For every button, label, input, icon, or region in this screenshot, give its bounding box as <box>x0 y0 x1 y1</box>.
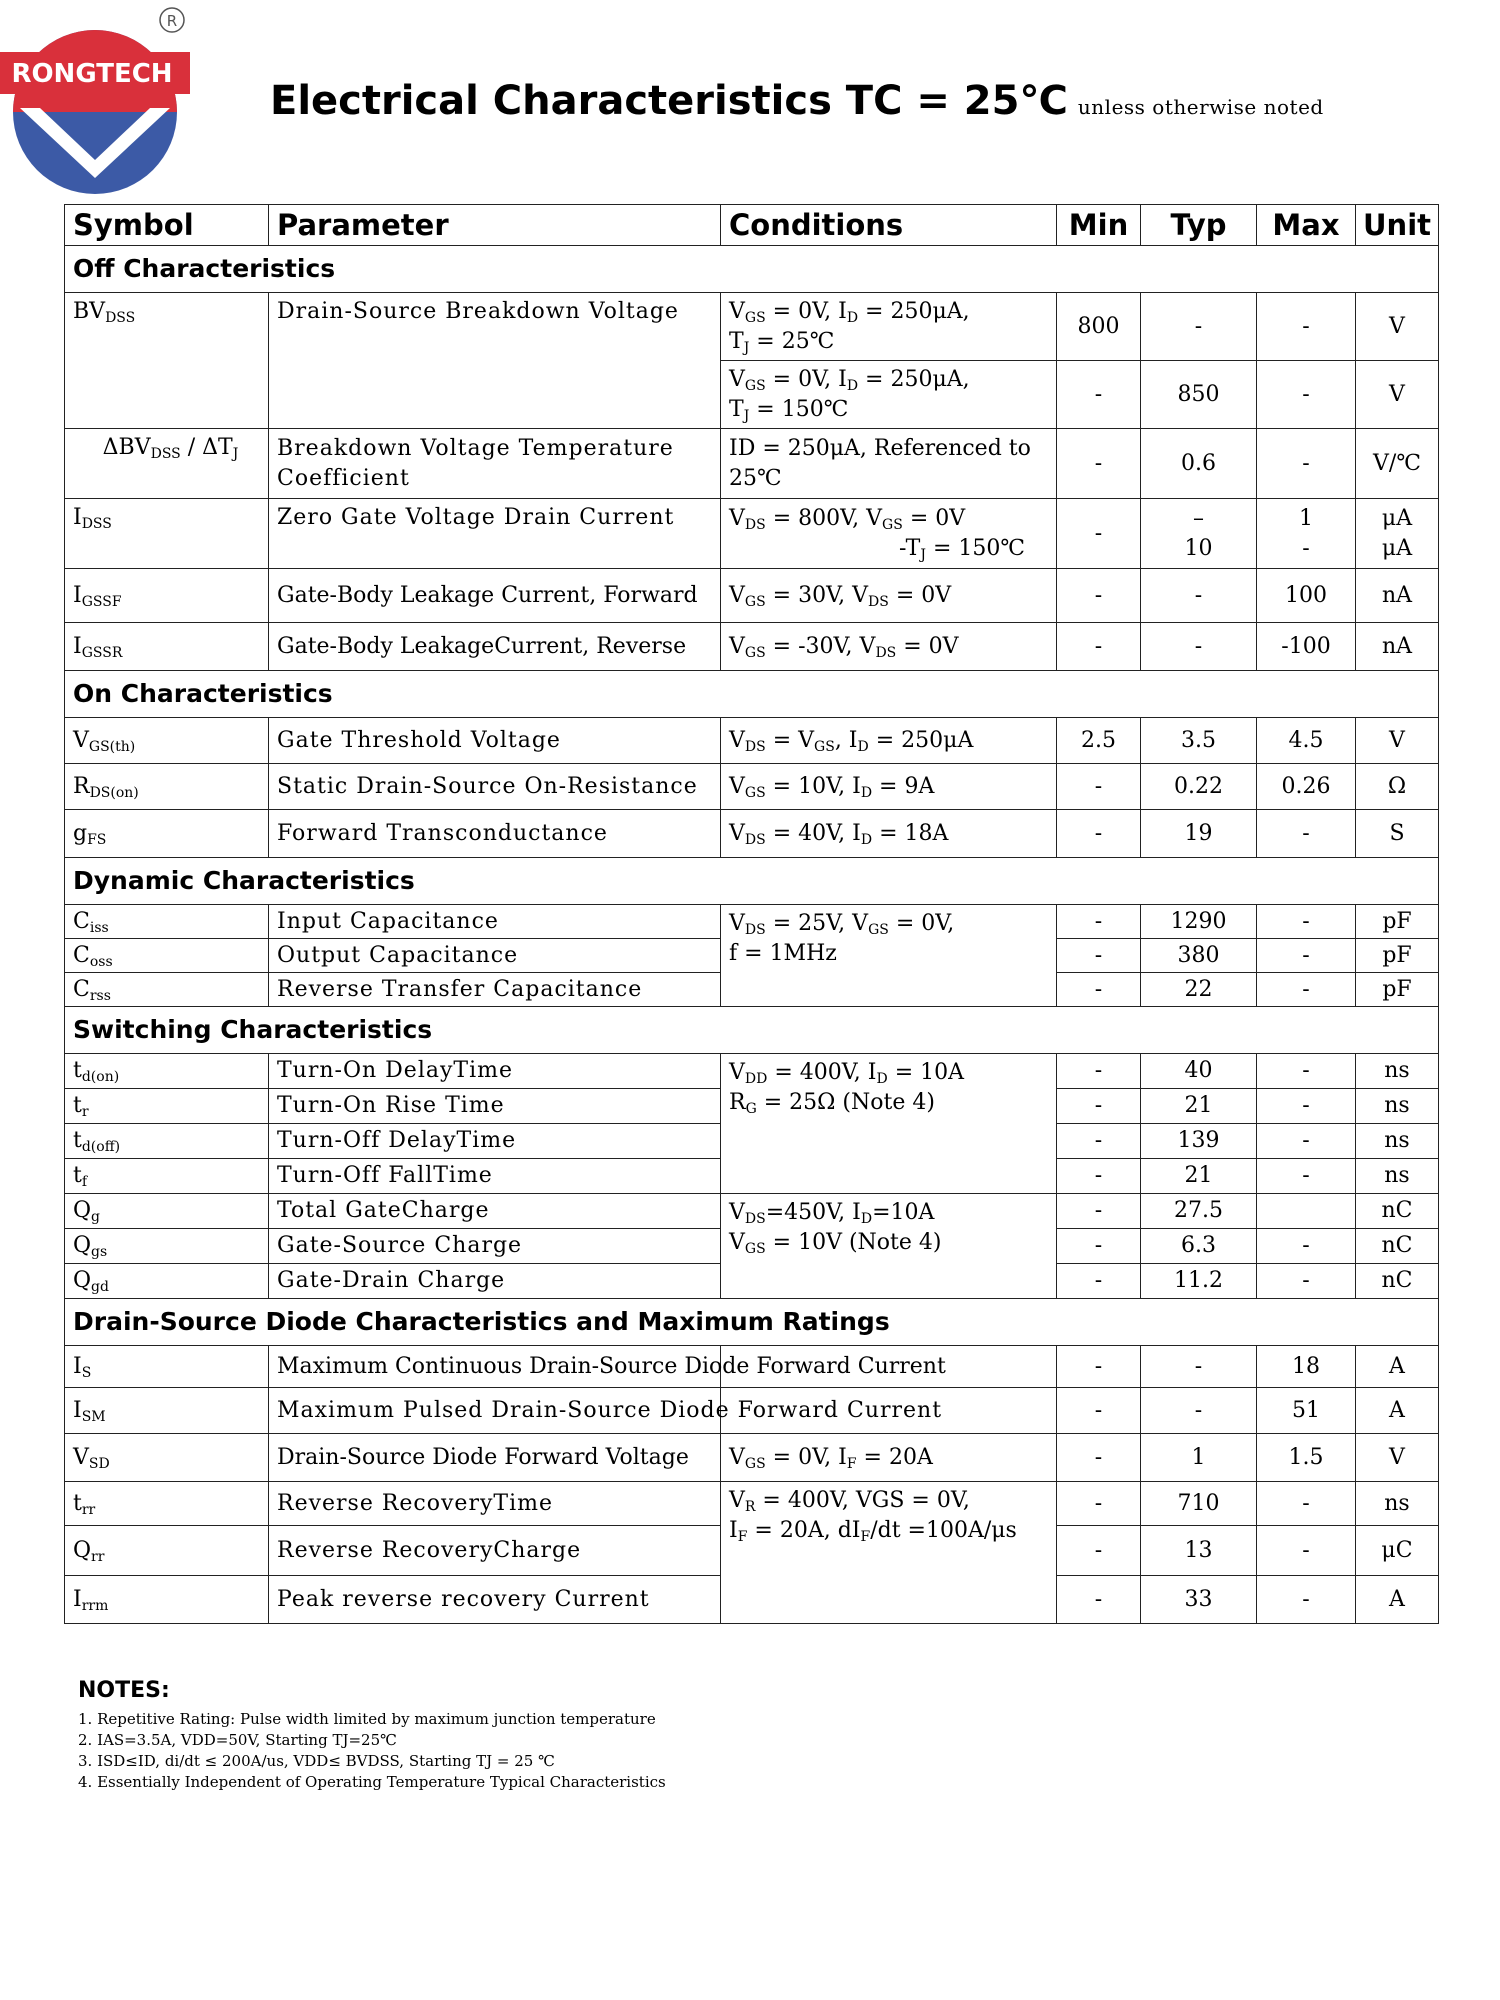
param-cell: Static Drain-Source On-Resistance <box>269 764 721 810</box>
typ-cell: 0.6 <box>1141 429 1257 499</box>
min-cell: 800 <box>1057 293 1141 361</box>
note-3: 3. ISD≤ID, di/dt ≤ 200A/us, VDD≤ BVDSS, Starting TJ = 25 ℃ <box>78 1752 555 1770</box>
typ-cell: - <box>1141 1346 1257 1388</box>
min-cell: - <box>1057 1434 1141 1482</box>
min-cell: - <box>1057 1482 1141 1526</box>
section-switching: Switching Characteristics <box>65 1007 1439 1054</box>
typ-cell: 19 <box>1141 810 1257 858</box>
typ-cell: 1 <box>1141 1434 1257 1482</box>
unit-cell: ns <box>1356 1482 1439 1526</box>
note-4: 4. Essentially Independent of Operating Temperature Typical Characteristics <box>78 1773 666 1791</box>
unit-cell: pF <box>1356 973 1439 1007</box>
symbol-cell: $\Delta BV_{DSS} / \Delta T_J$ <box>65 429 269 499</box>
param-cell: Forward Transconductance <box>269 810 721 858</box>
param-cell: Maximum Continuous Drain-Source Diode Forward Current <box>269 1346 721 1388</box>
typ-cell: - <box>1141 293 1257 361</box>
cond-cell: $V_{GS} = 0V$, $I_F = 20A$ <box>721 1434 1057 1482</box>
param-cell: Gate-Source Charge <box>269 1229 721 1264</box>
param-cell: Output Capacitance <box>269 939 721 973</box>
unit-cell: μA μA <box>1356 499 1439 569</box>
param-cell: Reverse RecoveryCharge <box>269 1526 721 1576</box>
table-row <box>65 429 1439 499</box>
table-row <box>65 764 1439 810</box>
typ-cell: 380 <box>1141 939 1257 973</box>
max-cell: - <box>1257 1054 1356 1089</box>
typ-cell: 33 <box>1141 1576 1257 1624</box>
max-cell: - <box>1257 973 1356 1007</box>
table-row <box>65 1054 1439 1089</box>
registered-mark: R <box>166 12 178 30</box>
max-cell: - <box>1257 429 1356 499</box>
typ-cell: - <box>1141 1388 1257 1434</box>
min-cell: - <box>1057 1576 1141 1624</box>
cond-cell: $V_{DS}=450V$, $I_D=10A$ $V_{GS} = 10V$ (Note 4) <box>721 1194 1057 1299</box>
title-note: unless otherwise noted <box>1077 95 1324 119</box>
param-cell: Drain-Source Diode Forward Voltage <box>269 1434 721 1482</box>
logo-text: RONGTECH <box>11 59 173 89</box>
min-cell: - <box>1057 499 1141 569</box>
typ-cell: 6.3 <box>1141 1229 1257 1264</box>
table-row <box>65 1482 1439 1526</box>
unit-cell: pF <box>1356 905 1439 939</box>
unit-cell: V/℃ <box>1356 429 1439 499</box>
param-cell: Gate-Body LeakageCurrent, Reverse <box>269 623 721 671</box>
min-cell: - <box>1057 1194 1141 1229</box>
table-row <box>65 810 1439 858</box>
max-cell: 0.26 <box>1257 764 1356 810</box>
min-cell: - <box>1057 1264 1141 1299</box>
param-cell: Drain-Source Breakdown Voltage <box>269 293 721 429</box>
unit-cell: nC <box>1356 1194 1439 1229</box>
cond-cell: $V_{DD} = 400V$, $I_D = 10A$ $R_G = 25\Omega$ (Note 4) <box>721 1054 1057 1194</box>
typ-cell: – 10 <box>1141 499 1257 569</box>
unit-cell: Ω <box>1356 764 1439 810</box>
header-parameter: Parameter <box>269 205 721 246</box>
max-cell: - <box>1257 905 1356 939</box>
table-row <box>65 1388 1439 1434</box>
param-cell: Maximum Pulsed Drain-Source Diode Forward Current <box>269 1388 721 1434</box>
param-cell: Gate Threshold Voltage <box>269 718 721 764</box>
typ-cell: 3.5 <box>1141 718 1257 764</box>
max-cell: 1.5 <box>1257 1434 1356 1482</box>
symbol-cell: $I_{rrm}$ <box>65 1576 269 1624</box>
max-cell: - <box>1257 1124 1356 1159</box>
unit-cell: ns <box>1356 1054 1439 1089</box>
max-cell: - <box>1257 361 1356 429</box>
min-cell: - <box>1057 973 1141 1007</box>
symbol-cell: $Q_{gs}$ <box>65 1229 269 1264</box>
table-row <box>65 1346 1439 1388</box>
symbol-cell: $g_{FS}$ <box>65 810 269 858</box>
symbol-cell: $I_{SM}$ <box>65 1388 269 1434</box>
symbol-cell: $t_{rr}$ <box>65 1482 269 1526</box>
symbol-cell: $t_{d(on)}$ <box>65 1054 269 1089</box>
symbol-cell: $C_{iss}$ <box>65 905 269 939</box>
min-cell: - <box>1057 1054 1141 1089</box>
min-cell: - <box>1057 1124 1141 1159</box>
min-cell: - <box>1057 1526 1141 1576</box>
min-cell: 2.5 <box>1057 718 1141 764</box>
max-cell: 4.5 <box>1257 718 1356 764</box>
unit-cell: ns <box>1356 1159 1439 1194</box>
max-cell: 51 <box>1257 1388 1356 1434</box>
cond-cell: $V_{GS} = -30V$, $V_{DS} = 0V$ <box>721 623 1057 671</box>
unit-cell: nC <box>1356 1264 1439 1299</box>
min-cell: - <box>1057 1388 1141 1434</box>
param-cell: Gate-Body Leakage Current, Forward <box>269 569 721 623</box>
max-cell: - <box>1257 1159 1356 1194</box>
symbol-cell: $R_{DS(on)}$ <box>65 764 269 810</box>
min-cell: - <box>1057 764 1141 810</box>
characteristics-table <box>64 204 1439 1624</box>
unit-cell: V <box>1356 293 1439 361</box>
symbol-cell: $I_{GSSF}$ <box>65 569 269 623</box>
max-cell: - <box>1257 293 1356 361</box>
unit-cell: pF <box>1356 939 1439 973</box>
unit-cell: V <box>1356 1434 1439 1482</box>
header-min: Min <box>1057 205 1141 246</box>
max-cell: 1 - <box>1257 499 1356 569</box>
typ-cell: 21 <box>1141 1089 1257 1124</box>
param-cell: Input Capacitance <box>269 905 721 939</box>
min-cell: - <box>1057 1159 1141 1194</box>
max-cell: - <box>1257 939 1356 973</box>
table-row <box>65 499 1439 569</box>
symbol-cell: $I_S$ <box>65 1346 269 1388</box>
min-cell: - <box>1057 1346 1141 1388</box>
param-cell: Zero Gate Voltage Drain Current <box>269 499 721 569</box>
symbol-cell: $C_{oss}$ <box>65 939 269 973</box>
max-cell: - <box>1257 810 1356 858</box>
unit-cell: ns <box>1356 1124 1439 1159</box>
symbol-cell: $Q_{rr}$ <box>65 1526 269 1576</box>
cond-cell: $V_{DS} = 25V$, $V_{GS} = 0V$, f = 1MHz <box>721 905 1057 1007</box>
param-cell: Turn-Off DelayTime <box>269 1124 721 1159</box>
max-cell <box>1257 1194 1356 1229</box>
section-dynamic: Dynamic Characteristics <box>65 858 1439 905</box>
unit-cell: A <box>1356 1346 1439 1388</box>
cond-cell: $V_{DS} = 40V$, $I_D = 18A$ <box>721 810 1057 858</box>
note-1: 1. Repetitive Rating: Pulse width limited by maximum junction temperature <box>78 1710 656 1728</box>
notes-section <box>78 1678 666 1793</box>
cond-cell: $V_{DS} = V_{GS}$, $I_D = 250\mu A$ <box>721 718 1057 764</box>
table-header-row <box>65 205 1439 246</box>
symbol-cell: $t_f$ <box>65 1159 269 1194</box>
unit-cell: nA <box>1356 623 1439 671</box>
cond-cell: $V_{GS} = 10V$, $I_D = 9A$ <box>721 764 1057 810</box>
typ-cell: - <box>1141 569 1257 623</box>
symbol-cell: $V_{SD}$ <box>65 1434 269 1482</box>
unit-cell: S <box>1356 810 1439 858</box>
min-cell: - <box>1057 1229 1141 1264</box>
symbol-cell: $V_{GS(th)}$ <box>65 718 269 764</box>
max-cell: -100 <box>1257 623 1356 671</box>
min-cell: - <box>1057 429 1141 499</box>
min-cell: - <box>1057 569 1141 623</box>
typ-cell: 13 <box>1141 1526 1257 1576</box>
unit-cell: V <box>1356 361 1439 429</box>
min-cell: - <box>1057 623 1141 671</box>
unit-cell: nC <box>1356 1229 1439 1264</box>
header-unit: Unit <box>1356 205 1439 246</box>
symbol-cell: $C_{rss}$ <box>65 973 269 1007</box>
unit-cell: μC <box>1356 1526 1439 1576</box>
unit-cell: V <box>1356 718 1439 764</box>
min-cell: - <box>1057 939 1141 973</box>
max-cell: - <box>1257 1089 1356 1124</box>
param-cell: Breakdown Voltage Temperature Coefficient <box>269 429 721 499</box>
cond-cell: $V_{GS} = 30V$, $V_{DS} = 0V$ <box>721 569 1057 623</box>
symbol-cell: $t_r$ <box>65 1089 269 1124</box>
symbol-cell: $I_{GSSR}$ <box>65 623 269 671</box>
param-cell: Reverse RecoveryTime <box>269 1482 721 1526</box>
symbol-cell: $Q_{gd}$ <box>65 1264 269 1299</box>
min-cell: - <box>1057 905 1141 939</box>
param-cell: Turn-On Rise Time <box>269 1089 721 1124</box>
table-row <box>65 623 1439 671</box>
param-cell: Reverse Transfer Capacitance <box>269 973 721 1007</box>
typ-cell: 0.22 <box>1141 764 1257 810</box>
page-title: Electrical Characteristics TC = 25℃ unless otherwise noted <box>270 78 1324 124</box>
cond-cell: $V_{DS} = 800V$, $V_{GS} = 0V$ $-T_J$ = 150℃ <box>721 499 1057 569</box>
symbol-cell: $t_{d(off)}$ <box>65 1124 269 1159</box>
header-max: Max <box>1257 205 1356 246</box>
param-cell: Gate-Drain Charge <box>269 1264 721 1299</box>
cond-cell: $V_R = 400V$, VGS = 0V, $I_F = 20A$, $dI_F/dt =100A/\mu s$ <box>721 1482 1057 1624</box>
table-row <box>65 1434 1439 1482</box>
notes-title: NOTES: <box>78 1678 170 1703</box>
symbol-cell: $Q_g$ <box>65 1194 269 1229</box>
min-cell: - <box>1057 810 1141 858</box>
typ-cell: 27.5 <box>1141 1194 1257 1229</box>
cond-cell: ID = 250μA, Referenced to 25℃ <box>721 429 1057 499</box>
cond-cell: $V_{GS} = 0V$, $I_D = 250\mu A$, $T_J$ = 25℃ <box>721 293 1057 361</box>
unit-cell: ns <box>1356 1089 1439 1124</box>
rongtech-logo <box>0 0 200 195</box>
note-2: 2. IAS=3.5A, VDD=50V, Starting TJ=25℃ <box>78 1731 397 1749</box>
param-cell: Peak reverse recovery Current <box>269 1576 721 1624</box>
header-symbol: Symbol <box>65 205 269 246</box>
unit-cell: nA <box>1356 569 1439 623</box>
symbol-cell: $I_{DSS}$ <box>65 499 269 569</box>
max-cell: - <box>1257 1526 1356 1576</box>
unit-cell: A <box>1356 1576 1439 1624</box>
typ-cell: 22 <box>1141 973 1257 1007</box>
section-diode: Drain-Source Diode Characteristics and Maximum Ratings <box>65 1299 1439 1346</box>
max-cell: - <box>1257 1576 1356 1624</box>
section-on: On Characteristics <box>65 671 1439 718</box>
max-cell: - <box>1257 1229 1356 1264</box>
min-cell: - <box>1057 1089 1141 1124</box>
typ-cell: - <box>1141 623 1257 671</box>
max-cell: 100 <box>1257 569 1356 623</box>
typ-cell: 21 <box>1141 1159 1257 1194</box>
typ-cell: 1290 <box>1141 905 1257 939</box>
table-row <box>65 905 1439 939</box>
table-row <box>65 1194 1439 1229</box>
header-typ: Typ <box>1141 205 1257 246</box>
param-cell: Turn-On DelayTime <box>269 1054 721 1089</box>
max-cell: 18 <box>1257 1346 1356 1388</box>
typ-cell: 11.2 <box>1141 1264 1257 1299</box>
table-row <box>65 569 1439 623</box>
cond-cell: $V_{GS} = 0V$, $I_D = 250\mu A$, $T_J$ = 150℃ <box>721 361 1057 429</box>
param-cell: Turn-Off FallTime <box>269 1159 721 1194</box>
max-cell: - <box>1257 1264 1356 1299</box>
typ-cell: 850 <box>1141 361 1257 429</box>
table-row <box>65 718 1439 764</box>
header-conditions: Conditions <box>721 205 1057 246</box>
typ-cell: 710 <box>1141 1482 1257 1526</box>
typ-cell: 139 <box>1141 1124 1257 1159</box>
param-cell: Total GateCharge <box>269 1194 721 1229</box>
symbol-cell: $BV_{DSS}$ <box>65 293 269 429</box>
max-cell: - <box>1257 1482 1356 1526</box>
table-row <box>65 293 1439 361</box>
unit-cell: A <box>1356 1388 1439 1434</box>
typ-cell: 40 <box>1141 1054 1257 1089</box>
min-cell: - <box>1057 361 1141 429</box>
section-off: Off Characteristics <box>65 246 1439 293</box>
